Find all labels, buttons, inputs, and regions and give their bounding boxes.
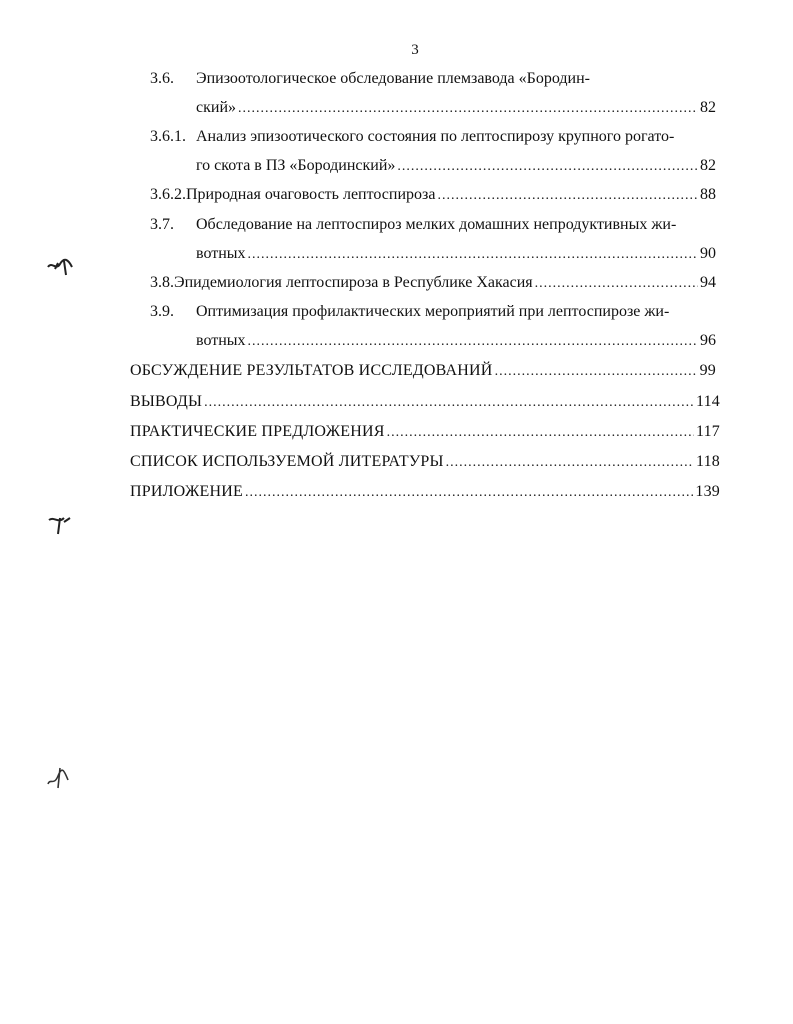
toc-title: Анализ эпизоотического состояния по лептоспирозу крупного рогато- <box>196 128 675 145</box>
toc-page: 88 <box>700 186 716 203</box>
dot-leader <box>248 244 698 266</box>
toc-title: ВЫВОДЫ <box>130 393 203 410</box>
toc-page: 118 <box>695 453 720 470</box>
toc-continuation-3-6-1 <box>196 155 716 178</box>
scan-mark-icon <box>46 512 76 536</box>
toc-number: 3.6. <box>150 70 174 87</box>
toc-entry-3-8 <box>150 272 716 295</box>
toc-page: 117 <box>695 423 720 440</box>
toc-continuation-3-6 <box>196 97 716 120</box>
toc-entry-3-7 <box>150 214 720 236</box>
toc-title: Природная очаговость лептоспироза <box>186 186 436 203</box>
toc-title: ПРИЛОЖЕНИЕ <box>130 483 244 500</box>
toc-page: 82 <box>700 99 716 116</box>
dot-leader <box>387 422 694 444</box>
toc-entry-conclusions <box>130 391 720 414</box>
toc-number: 3.9. <box>150 303 174 320</box>
toc-title: Эпизоотологическое обследование племзавода «Бородин- <box>196 70 590 87</box>
toc-title: СПИСОК ИСПОЛЬЗУЕМОЙ ЛИТЕРАТУРЫ <box>130 453 444 470</box>
toc-title: ПРАКТИЧЕСКИЕ ПРЕДЛОЖЕНИЯ <box>130 423 385 440</box>
toc-title: Обследование на лептоспироз мелких домашних непродуктивных жи- <box>196 216 677 233</box>
dot-leader <box>535 273 698 295</box>
dot-leader <box>248 331 698 353</box>
toc-title-continuation: вотных <box>196 245 246 262</box>
page-number: 3 <box>411 42 419 58</box>
toc-page: 139 <box>695 483 720 500</box>
dot-leader <box>245 482 693 504</box>
toc-page: 82 <box>700 157 716 174</box>
toc-entry-3-6-1 <box>150 126 720 148</box>
scan-mark-icon <box>46 255 76 279</box>
toc-entry-3-9 <box>150 301 720 323</box>
scan-mark-icon <box>44 766 74 790</box>
dot-leader <box>446 452 694 474</box>
toc-title-continuation: го скота в ПЗ «Бородинский» <box>196 157 396 174</box>
toc-entry-references <box>130 451 720 474</box>
toc-entry-appendix <box>130 481 720 504</box>
dot-leader <box>495 361 698 383</box>
toc-title-continuation: вотных <box>196 332 246 349</box>
toc-entry-discussion <box>130 360 716 383</box>
toc-number: 3.6.2. <box>150 186 186 203</box>
toc-page: 114 <box>695 393 720 410</box>
toc-continuation-3-7 <box>196 243 716 266</box>
toc-number: 3.8. <box>150 274 174 291</box>
toc-number: 3.7. <box>150 216 174 233</box>
toc-page: 96 <box>700 332 716 349</box>
toc-title-continuation: ский» <box>196 99 236 116</box>
toc-page: 90 <box>700 245 716 262</box>
toc-title: ОБСУЖДЕНИЕ РЕЗУЛЬТАТОВ ИССЛЕДОВАНИЙ <box>130 362 493 379</box>
dot-leader <box>204 392 694 414</box>
dot-leader <box>437 185 698 207</box>
toc-number: 3.6.1. <box>150 128 186 145</box>
toc-title: Оптимизация профилактических мероприятий при лептоспирозе жи- <box>196 303 670 320</box>
toc-page: 99 <box>699 362 716 379</box>
dot-leader <box>397 156 698 178</box>
toc-entry-practical-proposals <box>130 421 720 444</box>
toc-entry-3-6-2 <box>150 184 716 207</box>
toc-page: 94 <box>700 274 716 291</box>
toc-title: Эпидемиология лептоспироза в Республике Хакасия <box>174 274 533 291</box>
dot-leader <box>238 98 698 120</box>
toc-entry-3-6 <box>150 68 720 90</box>
toc-continuation-3-9 <box>196 330 716 353</box>
